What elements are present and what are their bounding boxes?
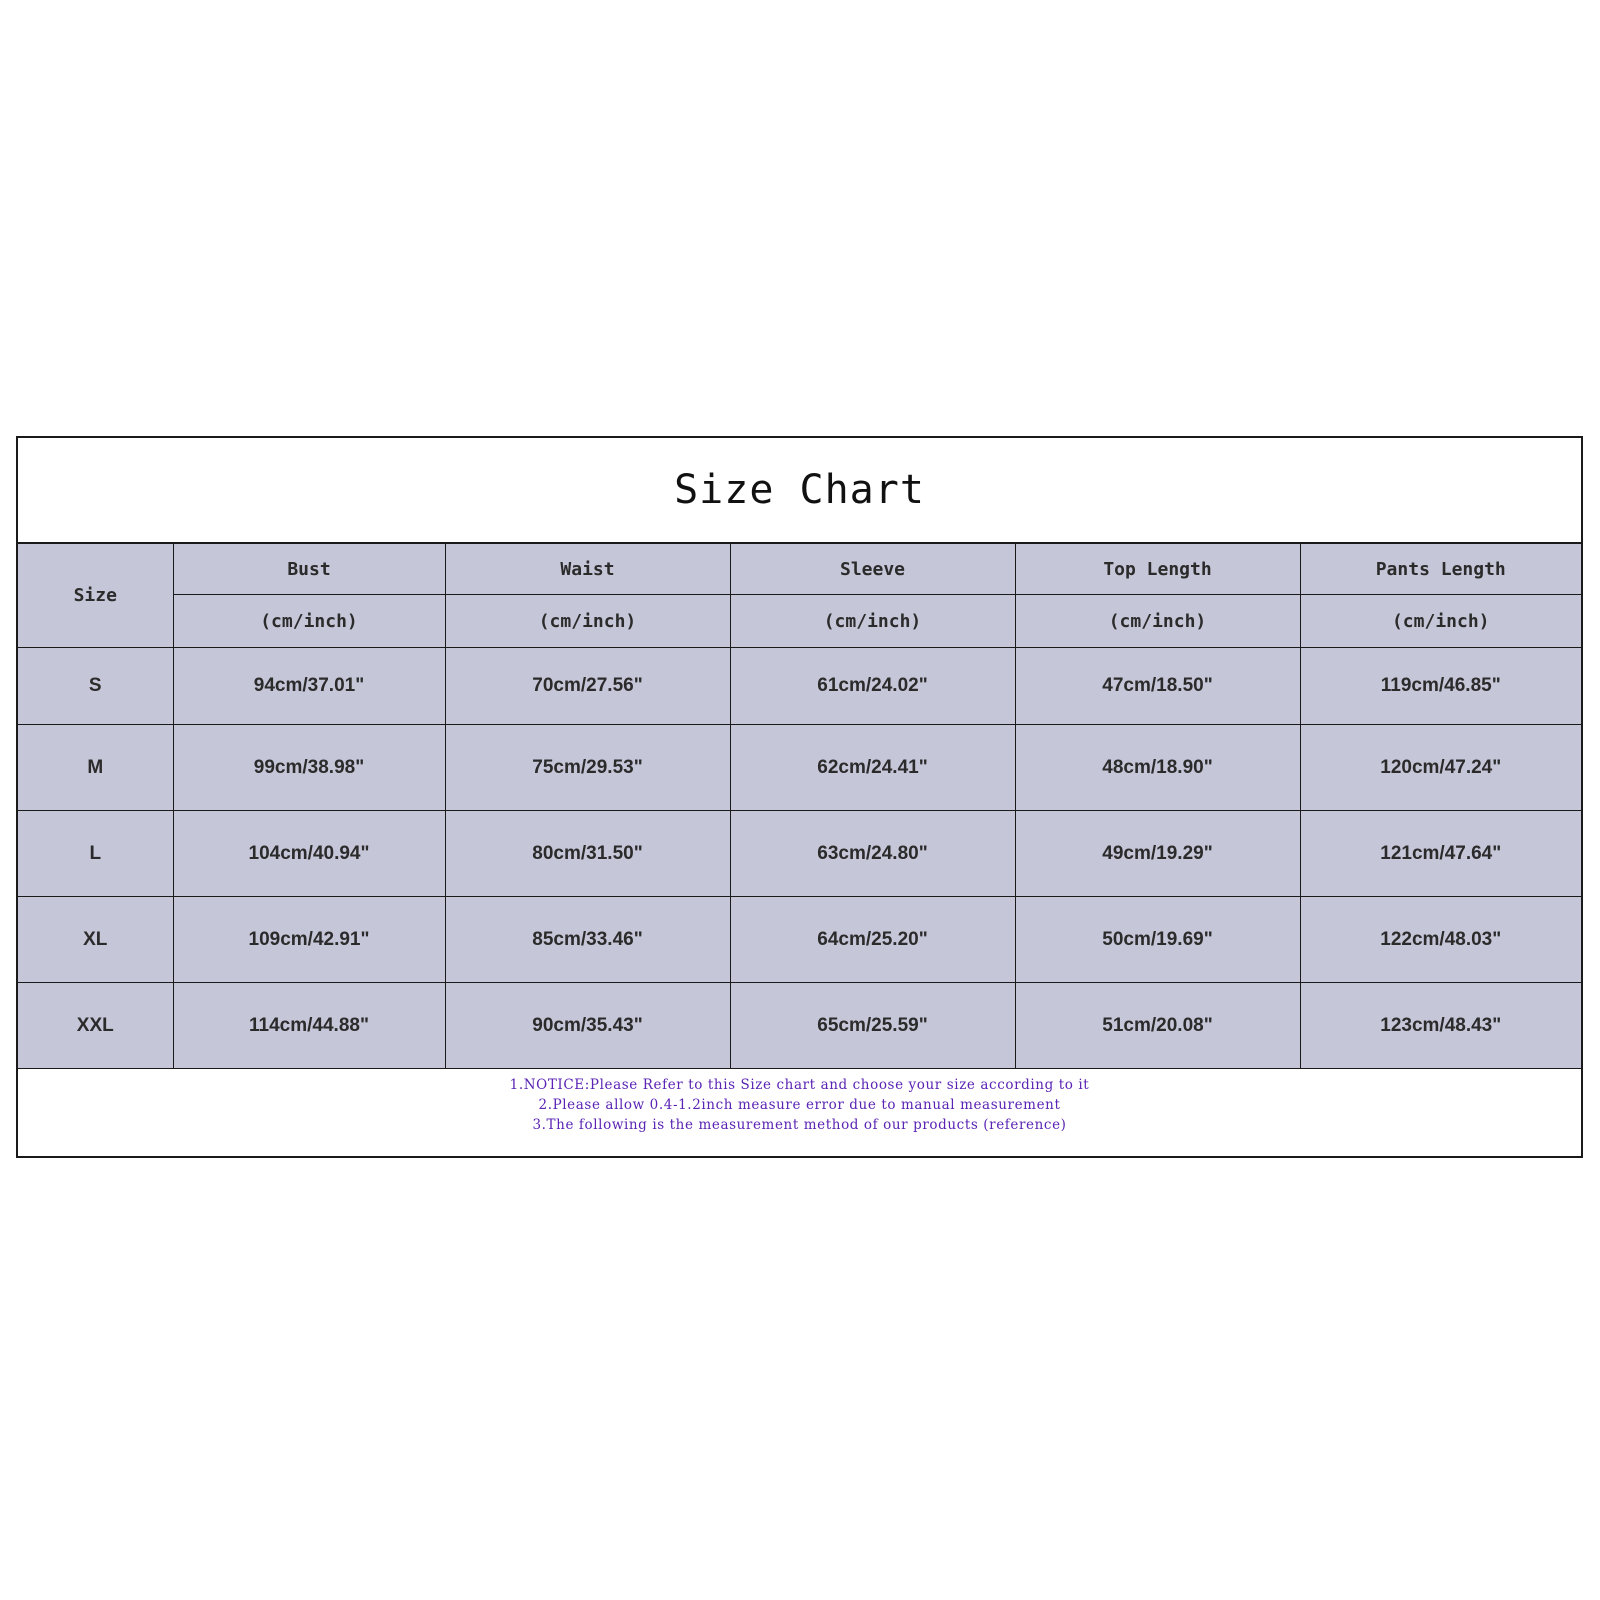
table-cell: 48cm/18.90"	[1015, 725, 1300, 811]
table-cell: 61cm/24.02"	[730, 648, 1015, 725]
table-cell: 99cm/38.98"	[173, 725, 445, 811]
table-cell: 64cm/25.20"	[730, 897, 1015, 983]
table-row	[18, 725, 1581, 811]
column-header-top-length: Top Length	[1015, 544, 1300, 595]
row-size-label: XXL	[18, 983, 173, 1069]
table-cell: 114cm/44.88"	[173, 983, 445, 1069]
note-line: 1.NOTICE:Please Refer to this Size chart and choose your size according to it	[509, 1077, 1090, 1093]
table-cell: 50cm/19.69"	[1015, 897, 1300, 983]
table-cell: 120cm/47.24"	[1300, 725, 1581, 811]
column-header-bust: Bust	[173, 544, 445, 595]
column-unit-sleeve: (cm/inch)	[730, 595, 1015, 648]
table-cell: 90cm/35.43"	[445, 983, 730, 1069]
table-cell: 94cm/37.01"	[173, 648, 445, 725]
column-header-waist: Waist	[445, 544, 730, 595]
table-row	[18, 897, 1581, 983]
chart-title: Size Chart	[18, 438, 1581, 544]
header-row	[18, 544, 1581, 595]
column-header-pants-length: Pants Length	[1300, 544, 1581, 595]
table-cell: 70cm/27.56"	[445, 648, 730, 725]
row-size-label: M	[18, 725, 173, 811]
table-cell: 85cm/33.46"	[445, 897, 730, 983]
table-cell: 119cm/46.85"	[1300, 648, 1581, 725]
table-cell: 109cm/42.91"	[173, 897, 445, 983]
table-row	[18, 983, 1581, 1069]
row-size-label: S	[18, 648, 173, 725]
column-unit-bust: (cm/inch)	[173, 595, 445, 648]
column-unit-top-length: (cm/inch)	[1015, 595, 1300, 648]
row-size-label: L	[18, 811, 173, 897]
table-cell: 65cm/25.59"	[730, 983, 1015, 1069]
table-cell: 121cm/47.64"	[1300, 811, 1581, 897]
unit-row	[18, 595, 1581, 648]
note-line: 3.The following is the measurement method of our products (reference)	[532, 1117, 1067, 1133]
table-cell: 63cm/24.80"	[730, 811, 1015, 897]
table-cell: 80cm/31.50"	[445, 811, 730, 897]
table-cell: 49cm/19.29"	[1015, 811, 1300, 897]
row-size-label: XL	[18, 897, 173, 983]
table-cell: 51cm/20.08"	[1015, 983, 1300, 1069]
column-unit-waist: (cm/inch)	[445, 595, 730, 648]
notes-section	[18, 1069, 1581, 1135]
table-cell: 123cm/48.43"	[1300, 983, 1581, 1069]
table-cell: 75cm/29.53"	[445, 725, 730, 811]
column-unit-pants-length: (cm/inch)	[1300, 595, 1581, 648]
table-cell: 47cm/18.50"	[1015, 648, 1300, 725]
note-line: 2.Please allow 0.4-1.2inch measure error due to manual measurement	[538, 1097, 1061, 1113]
column-header-sleeve: Sleeve	[730, 544, 1015, 595]
table-row	[18, 811, 1581, 897]
size-table	[18, 544, 1581, 1069]
table-cell: 62cm/24.41"	[730, 725, 1015, 811]
table-cell: 104cm/40.94"	[173, 811, 445, 897]
size-chart	[16, 436, 1583, 1158]
size-column-header: Size	[18, 544, 173, 648]
table-cell: 122cm/48.03"	[1300, 897, 1581, 983]
table-row	[18, 648, 1581, 725]
